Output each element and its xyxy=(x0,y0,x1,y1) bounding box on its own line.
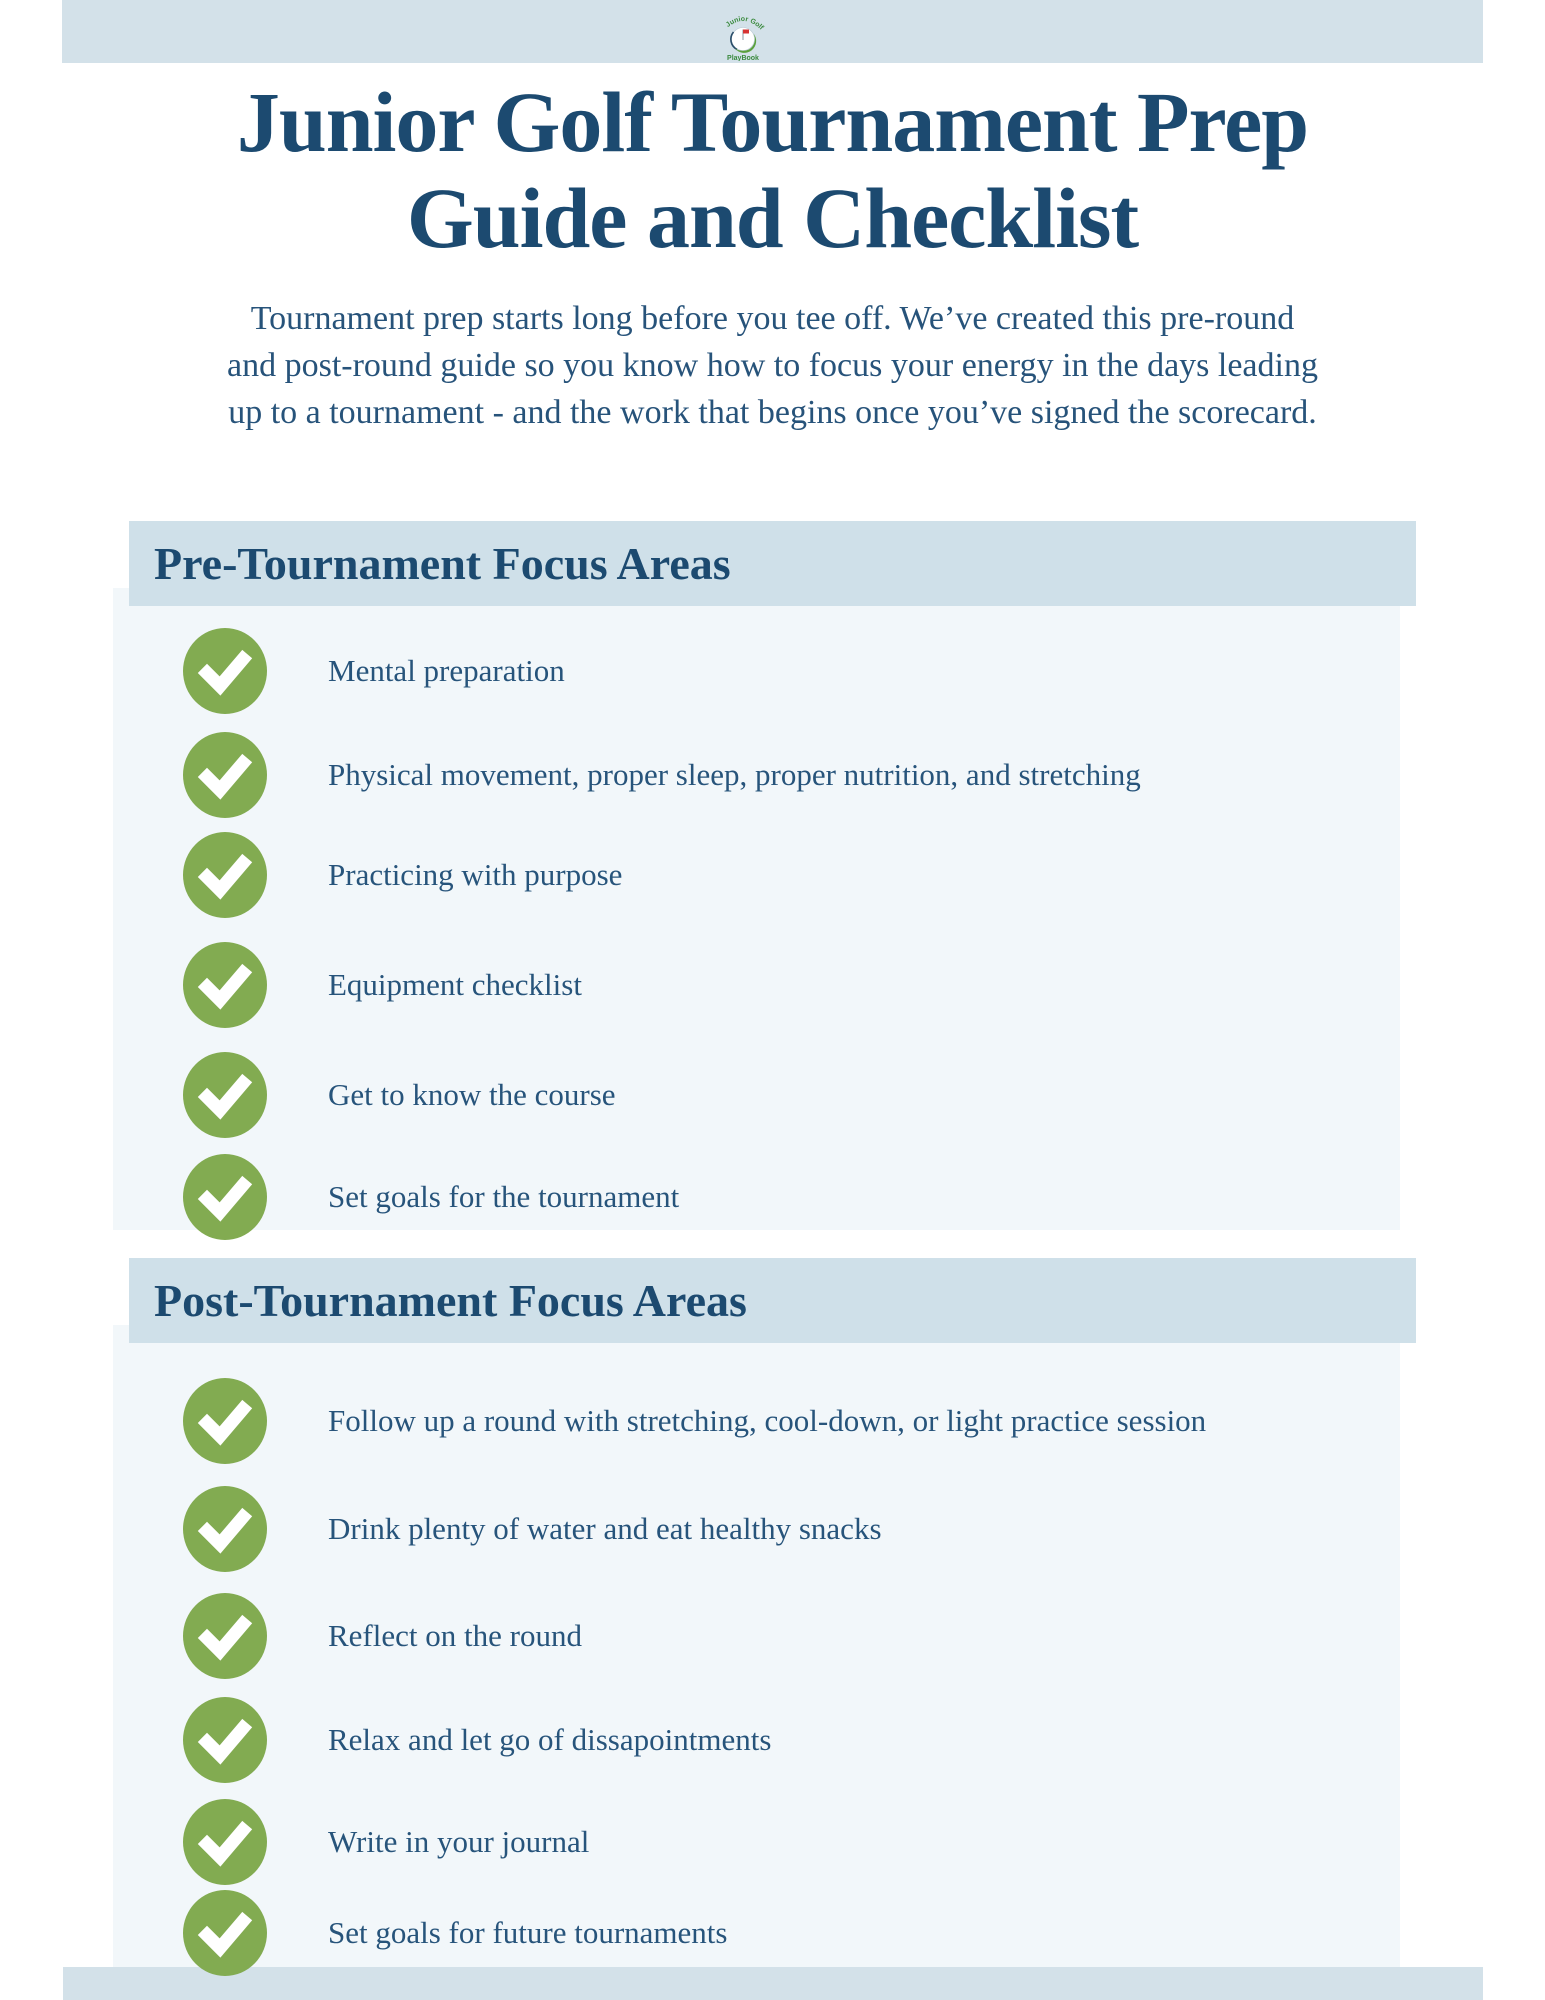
pre-tournament-section xyxy=(113,588,1400,1230)
check-icon xyxy=(183,1486,267,1572)
checklist-item-label: Practicing with purpose xyxy=(328,857,623,893)
checklist-item xyxy=(113,628,1400,714)
checklist-item-label: Relax and let go of dissapointments xyxy=(328,1722,772,1758)
checklist-item xyxy=(113,1799,1400,1885)
checklist-item-label: Follow up a round with stretching, cool-down, or light practice session xyxy=(328,1403,1207,1439)
check-icon xyxy=(183,1052,267,1138)
checklist-item-label: Physical movement, proper sleep, proper nutrition, and stretching xyxy=(328,757,1141,793)
red-flag xyxy=(743,30,749,34)
checklist-item xyxy=(113,732,1400,818)
checklist-item xyxy=(113,942,1400,1028)
checklist-item-label: Set goals for the tournament xyxy=(328,1179,680,1215)
check-icon xyxy=(183,1378,267,1464)
check-icon xyxy=(183,1154,267,1240)
checklist-item xyxy=(113,1378,1400,1464)
check-icon xyxy=(183,942,267,1028)
intro-line1: Tournament prep starts long before you tee off. We’ve created this pre-round xyxy=(250,300,1295,337)
svg-text:Junior Golf: Junior Golf xyxy=(724,15,765,32)
check-icon xyxy=(183,732,267,818)
checklist-item-label: Get to know the course xyxy=(328,1077,616,1113)
pre-tournament-heading: Pre-Tournament Focus Areas xyxy=(129,521,1416,606)
checklist-item-label: Write in your journal xyxy=(328,1824,590,1860)
page-title-line1: Junior Golf Tournament Prep xyxy=(236,74,1309,170)
check-icon xyxy=(183,1890,267,1976)
checklist-item xyxy=(113,1890,1400,1976)
check-icon xyxy=(183,1697,267,1783)
check-icon xyxy=(183,628,267,714)
checklist-item-label: Reflect on the round xyxy=(328,1618,582,1654)
checklist-item-label: Set goals for future tournaments xyxy=(328,1915,728,1951)
top-banner xyxy=(62,0,1483,63)
intro-line2: and post-round guide so you know how to focus your energy in the days leading xyxy=(227,346,1318,384)
checklist-item xyxy=(113,1052,1400,1138)
checklist-item-label: Equipment checklist xyxy=(328,967,582,1003)
check-icon xyxy=(183,1799,267,1885)
check-icon xyxy=(183,832,267,918)
intro-line3: up to a tournament - and the work that begins once you’ve signed the scorecard. xyxy=(228,393,1317,431)
checklist-item xyxy=(113,1593,1400,1679)
page-title-line2: Guide and Checklist xyxy=(406,170,1139,267)
checklist-item xyxy=(113,1486,1400,1572)
check-icon xyxy=(183,1593,267,1679)
intro-paragraph xyxy=(0,296,1545,437)
checklist-item-label: Mental preparation xyxy=(328,653,565,689)
checklist-item xyxy=(113,1697,1400,1783)
checklist-item xyxy=(113,1154,1400,1240)
checklist-item xyxy=(113,832,1400,918)
checklist-item-label: Drink plenty of water and eat healthy snacks xyxy=(328,1511,882,1547)
page-title xyxy=(0,74,1545,267)
post-tournament-section xyxy=(113,1325,1400,1967)
post-tournament-heading: Post-Tournament Focus Areas xyxy=(129,1258,1416,1343)
logo-sub-text: PlayBook xyxy=(727,55,759,61)
junior-golf-playbook-logo xyxy=(720,11,766,61)
